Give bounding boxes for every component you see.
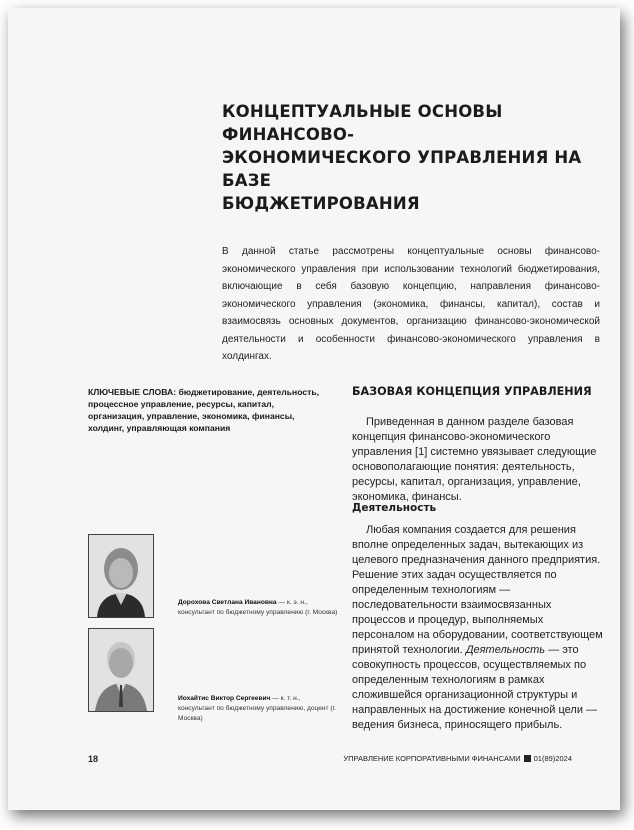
author-details: — к. э. н., консультант по бюджетному управлению (г. Москва) — [178, 599, 338, 616]
author-name: Иохайтис Виктор Сергеевич — [178, 695, 271, 702]
article-title: КОНЦЕПТУАЛЬНЫЕ ОСНОВЫ ФИНАНСОВО- ЭКОНОМИЧЕСКОГО УПРАВЛЕНИЯ НА БАЗЕ БЮДЖЕТИРОВАНИЯ — [222, 102, 582, 213]
term-emphasis: Деятельность — [465, 644, 546, 656]
author-photo-1 — [88, 534, 154, 618]
section-paragraph-1: Приведенная в данном разделе базовая концепция финансово-экономического управления [1] системно увязывает следующие основополагающие понятия: деятельность, ресурсы, капитал, организация, управление, экономика, финансы. — [352, 416, 597, 503]
page-number: 18 — [88, 754, 99, 764]
issue-number: 01(89)2024 — [533, 754, 572, 763]
journal-name: УПРАВЛЕНИЕ КОРПОРАТИВНЫМИ ФИНАНСАМИ — [343, 754, 521, 763]
author-photo-2 — [88, 628, 154, 712]
journal-page — [8, 8, 620, 810]
section-heading: БАЗОВАЯ КОНЦЕПЦИЯ УПРАВЛЕНИЯ — [352, 385, 592, 398]
section-paragraph-2 — [352, 523, 604, 733]
author-caption-2 — [178, 694, 338, 724]
keywords-block: КЛЮЧЕВЫЕ СЛОВА: бюджетирование, деятельность, процессное управление, ресурсы, капитал, организация, управление, экономика, финансы, холдинг, управляющая компания — [88, 387, 320, 433]
article-abstract: В данной статье рассмотрены концептуальные основы финансово-экономического управления при использовании технологий бюджетирования, включающие в себя базовую концепцию, направления финансово-экономического управления (экономика, финансы, капитал), состав и взаимосвязь основных документов, организацию финансово-экономической деятельности и особенности финансово-экономического управления в холдингах. — [222, 246, 600, 362]
square-icon — [524, 755, 531, 762]
paragraph-text: — это совокупность процессов, осуществляемых по определенным технологиям в рамках сложившейся организационной структуры и направленных на достижение конечной цели — ведения бизнеса, приносящего прибыль. — [352, 644, 598, 731]
author-details: — к. т. н., консультант по бюджетному управлению, доцент (г. Москва) — [178, 695, 337, 722]
author-name: Дорохова Светлана Ивановна — [178, 599, 277, 606]
subsection-heading: Деятельность — [352, 502, 437, 514]
paragraph-text: Любая компания создается для решения вполне определенных задач, вытекающих из целевого предназначения данного предприятия. Решение этих задач осуществляется по определенным технологиям — последовательности взаимосвязанных процессов и процедур, выполняемых персоналом на оборудовании, соответствующем принятой технологии. — [352, 524, 603, 656]
author-caption-1 — [178, 598, 338, 618]
journal-footer — [343, 754, 572, 763]
